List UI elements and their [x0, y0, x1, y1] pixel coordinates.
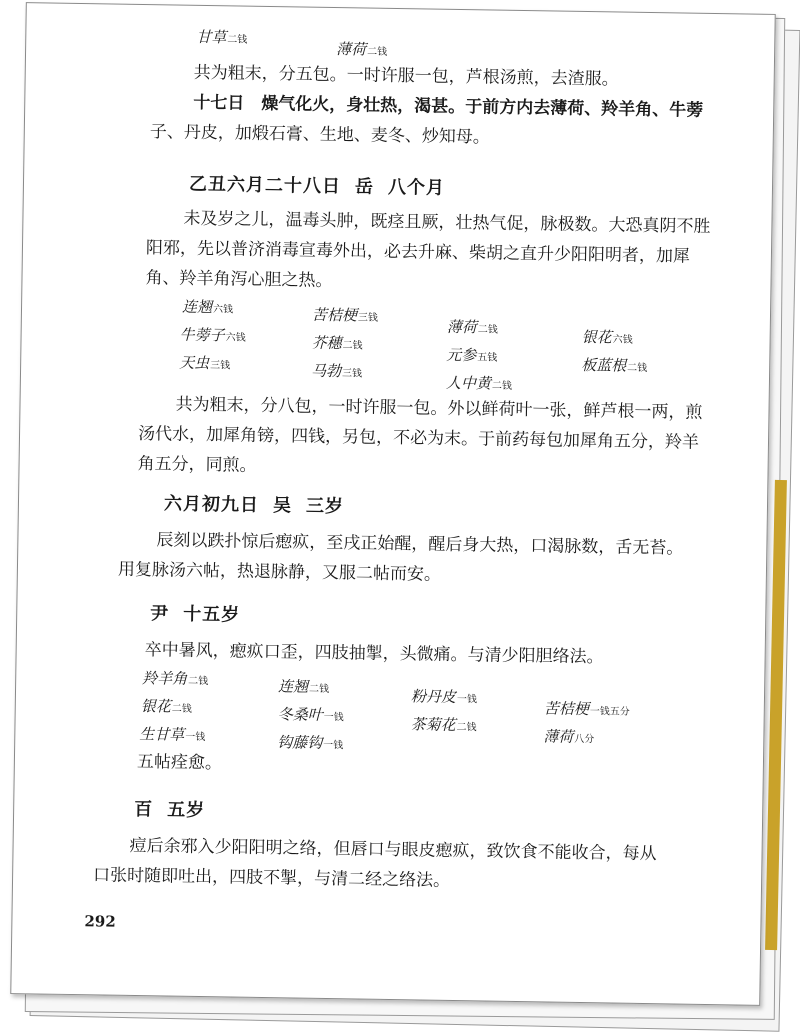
case-heading: 百 五岁 — [134, 798, 206, 822]
text-line: 未及岁之儿，温毒头肿，既痉且厥，壮热气促，脉极数。大恐真阴不胜 — [183, 208, 711, 237]
herb-item: 牛蒡子六钱 — [179, 325, 246, 345]
book-page — [10, 2, 775, 1006]
herb-item: 芥穗二钱 — [311, 333, 363, 353]
text-line: 共为粗末，分五包。一时许服一包，芦根汤煎，去渣服。 — [193, 62, 619, 90]
text-line: 汤代水，加犀角镑，四钱，另包，不必为末。于前药每包加犀角五分，羚羊 — [137, 423, 700, 453]
herb-item: 马勃三钱 — [310, 361, 363, 381]
herb-item: 银花六钱 — [581, 327, 633, 347]
herb-item: 冬桑叶一钱 — [277, 705, 344, 724]
text-line: 辰刻以跌扑惊后瘛疭，至戌正始醒，醒后身大热，口渴脉数，舌无苔。 — [156, 530, 684, 559]
herb-item: 连翘二钱 — [277, 677, 330, 696]
herb-item: 银花二钱 — [140, 697, 192, 716]
herb-item: 苦桔梗一钱五分 — [543, 699, 630, 719]
herb-item: 人中黄二钱 — [445, 373, 512, 393]
case-heading: 六月初九日 吴 三岁 — [163, 493, 345, 518]
text-line: 用复脉汤六帖，热退脉静，又服二帖而安。 — [117, 559, 442, 585]
text-line: 十七日 燥气化火，身壮热，渴甚。于前方内去薄荷、羚羊角、牛蒡 — [193, 92, 704, 121]
text-line: 角五分，同煎。 — [137, 453, 257, 476]
herb-item: 苦桔梗三钱 — [311, 305, 379, 325]
text-line: 卒中暑风，瘛疭口歪，四肢抽掣，头微痛。与清少阳胆络法。 — [144, 640, 604, 668]
text-line: 五帖痊愈。 — [136, 752, 223, 774]
herb-item: 薄荷二钱 — [335, 40, 388, 59]
herb-item: 元参五钱 — [446, 345, 498, 365]
herb-item: 生甘草一钱 — [139, 725, 206, 744]
text-line: 口张时随即吐出，四肢不掣，与清二经之络法。 — [92, 865, 451, 891]
herb-item: 羚羊角二钱 — [142, 669, 209, 688]
herb-item: 钩藤钩一钱 — [277, 733, 344, 752]
page-number: 292 — [84, 912, 116, 931]
herb-item: 连翘六钱 — [181, 297, 234, 317]
case-heading: 乙丑六月二十八日 岳 八个月 — [188, 173, 446, 199]
text-line: 共为粗末，分八包，一时许服一包。外以鲜荷叶一张，鲜芦根一两，煎 — [175, 394, 703, 423]
herb-item: 粉丹皮一钱 — [410, 687, 478, 707]
herb-item: 薄荷二钱 — [446, 317, 498, 337]
case-heading: 尹 十五岁 — [150, 603, 241, 626]
herb-item: 茶菊花二钱 — [410, 715, 477, 735]
herb-item: 甘草二钱 — [196, 27, 248, 47]
herb-item: 薄荷八分 — [543, 727, 595, 746]
text-line: 角、羚羊角泻心胆之热。 — [145, 268, 333, 292]
herb-item: 板蓝根二钱 — [581, 355, 648, 375]
text-line: 痘后余邪入少阳阳明之络，但唇口与眼皮瘛疭，致饮食不能收合，每从 — [129, 835, 657, 865]
herb-item: 天虫三钱 — [179, 353, 231, 373]
text-line: 阳邪，先以普济消毒宣毒外出，必去升麻、柴胡之直升少阳阳明者，加犀 — [145, 238, 691, 267]
text-line: 子、丹皮，加煅石膏、生地、麦冬、炒知母。 — [149, 122, 490, 148]
